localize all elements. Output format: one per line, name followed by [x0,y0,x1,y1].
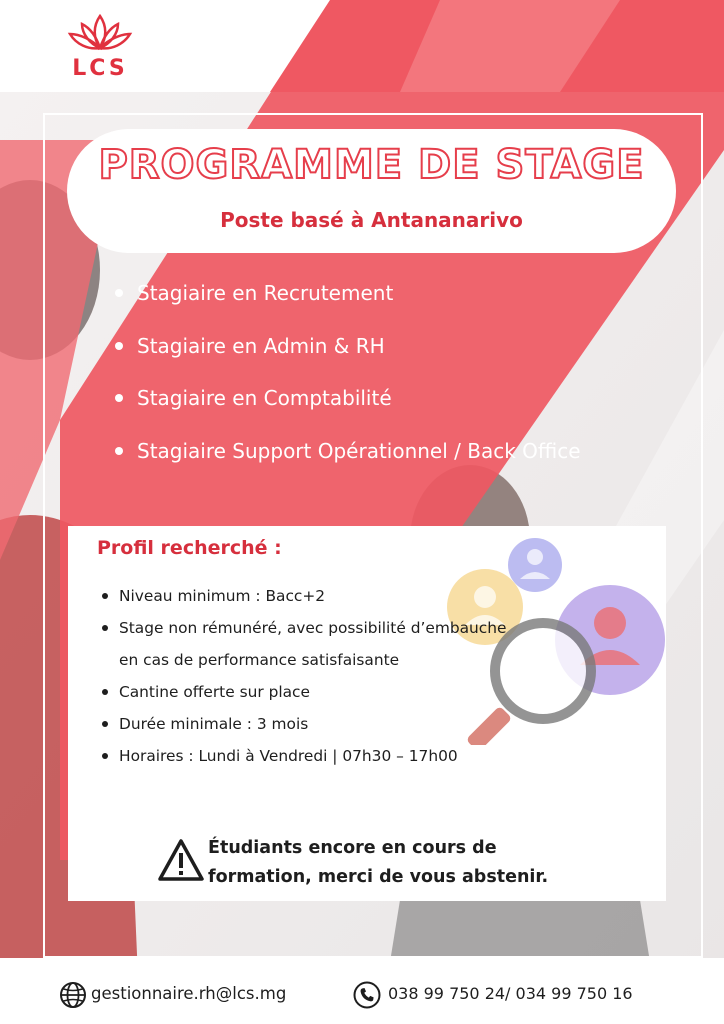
profil-item: Durée minimale : 3 mois [100,708,600,740]
page-subtitle: Poste basé à Antananarivo [220,208,523,232]
positions-list [113,276,581,486]
position-item: Stagiaire en Recrutement [113,276,581,329]
position-item: Stagiaire Support Opérationnel / Back Office [113,434,581,487]
profil-list [100,580,600,772]
profil-item [100,612,600,676]
position-item: Stagiaire en Comptabilité [113,381,581,434]
phone-link[interactable]: 038 99 750 24/ 034 99 750 16 [388,984,633,1003]
email-link[interactable]: gestionnaire.rh@lcs.mg [91,984,287,1003]
phone-icon [353,981,381,1009]
position-item: Stagiaire en Admin & RH [113,329,581,382]
profil-title: Profil recherché : [97,537,282,559]
lotus-icon [60,8,140,58]
globe-icon [59,981,87,1009]
logo-text: LCS [72,56,128,81]
profil-item-continuation: en cas de performance satisfaisante [119,651,400,669]
lcs-logo [60,8,140,82]
warning-message [208,834,608,892]
profil-item-text: Stage non rémunéré, avec possibilité d’embauche [119,619,507,637]
profil-item: Cantine offerte sur place [100,676,600,708]
page-title: PROGRAMME DE STAGE [98,142,645,188]
profil-item: Horaires : Lundi à Vendredi | 07h30 – 17h00 [100,740,600,772]
warning-icon [158,838,204,882]
warning-line-2: formation, merci de vous abstenir. [208,867,549,887]
profil-item: Niveau minimum : Bacc+2 [100,580,600,612]
warning-line-1: Étudiants encore en cours de [208,838,497,858]
